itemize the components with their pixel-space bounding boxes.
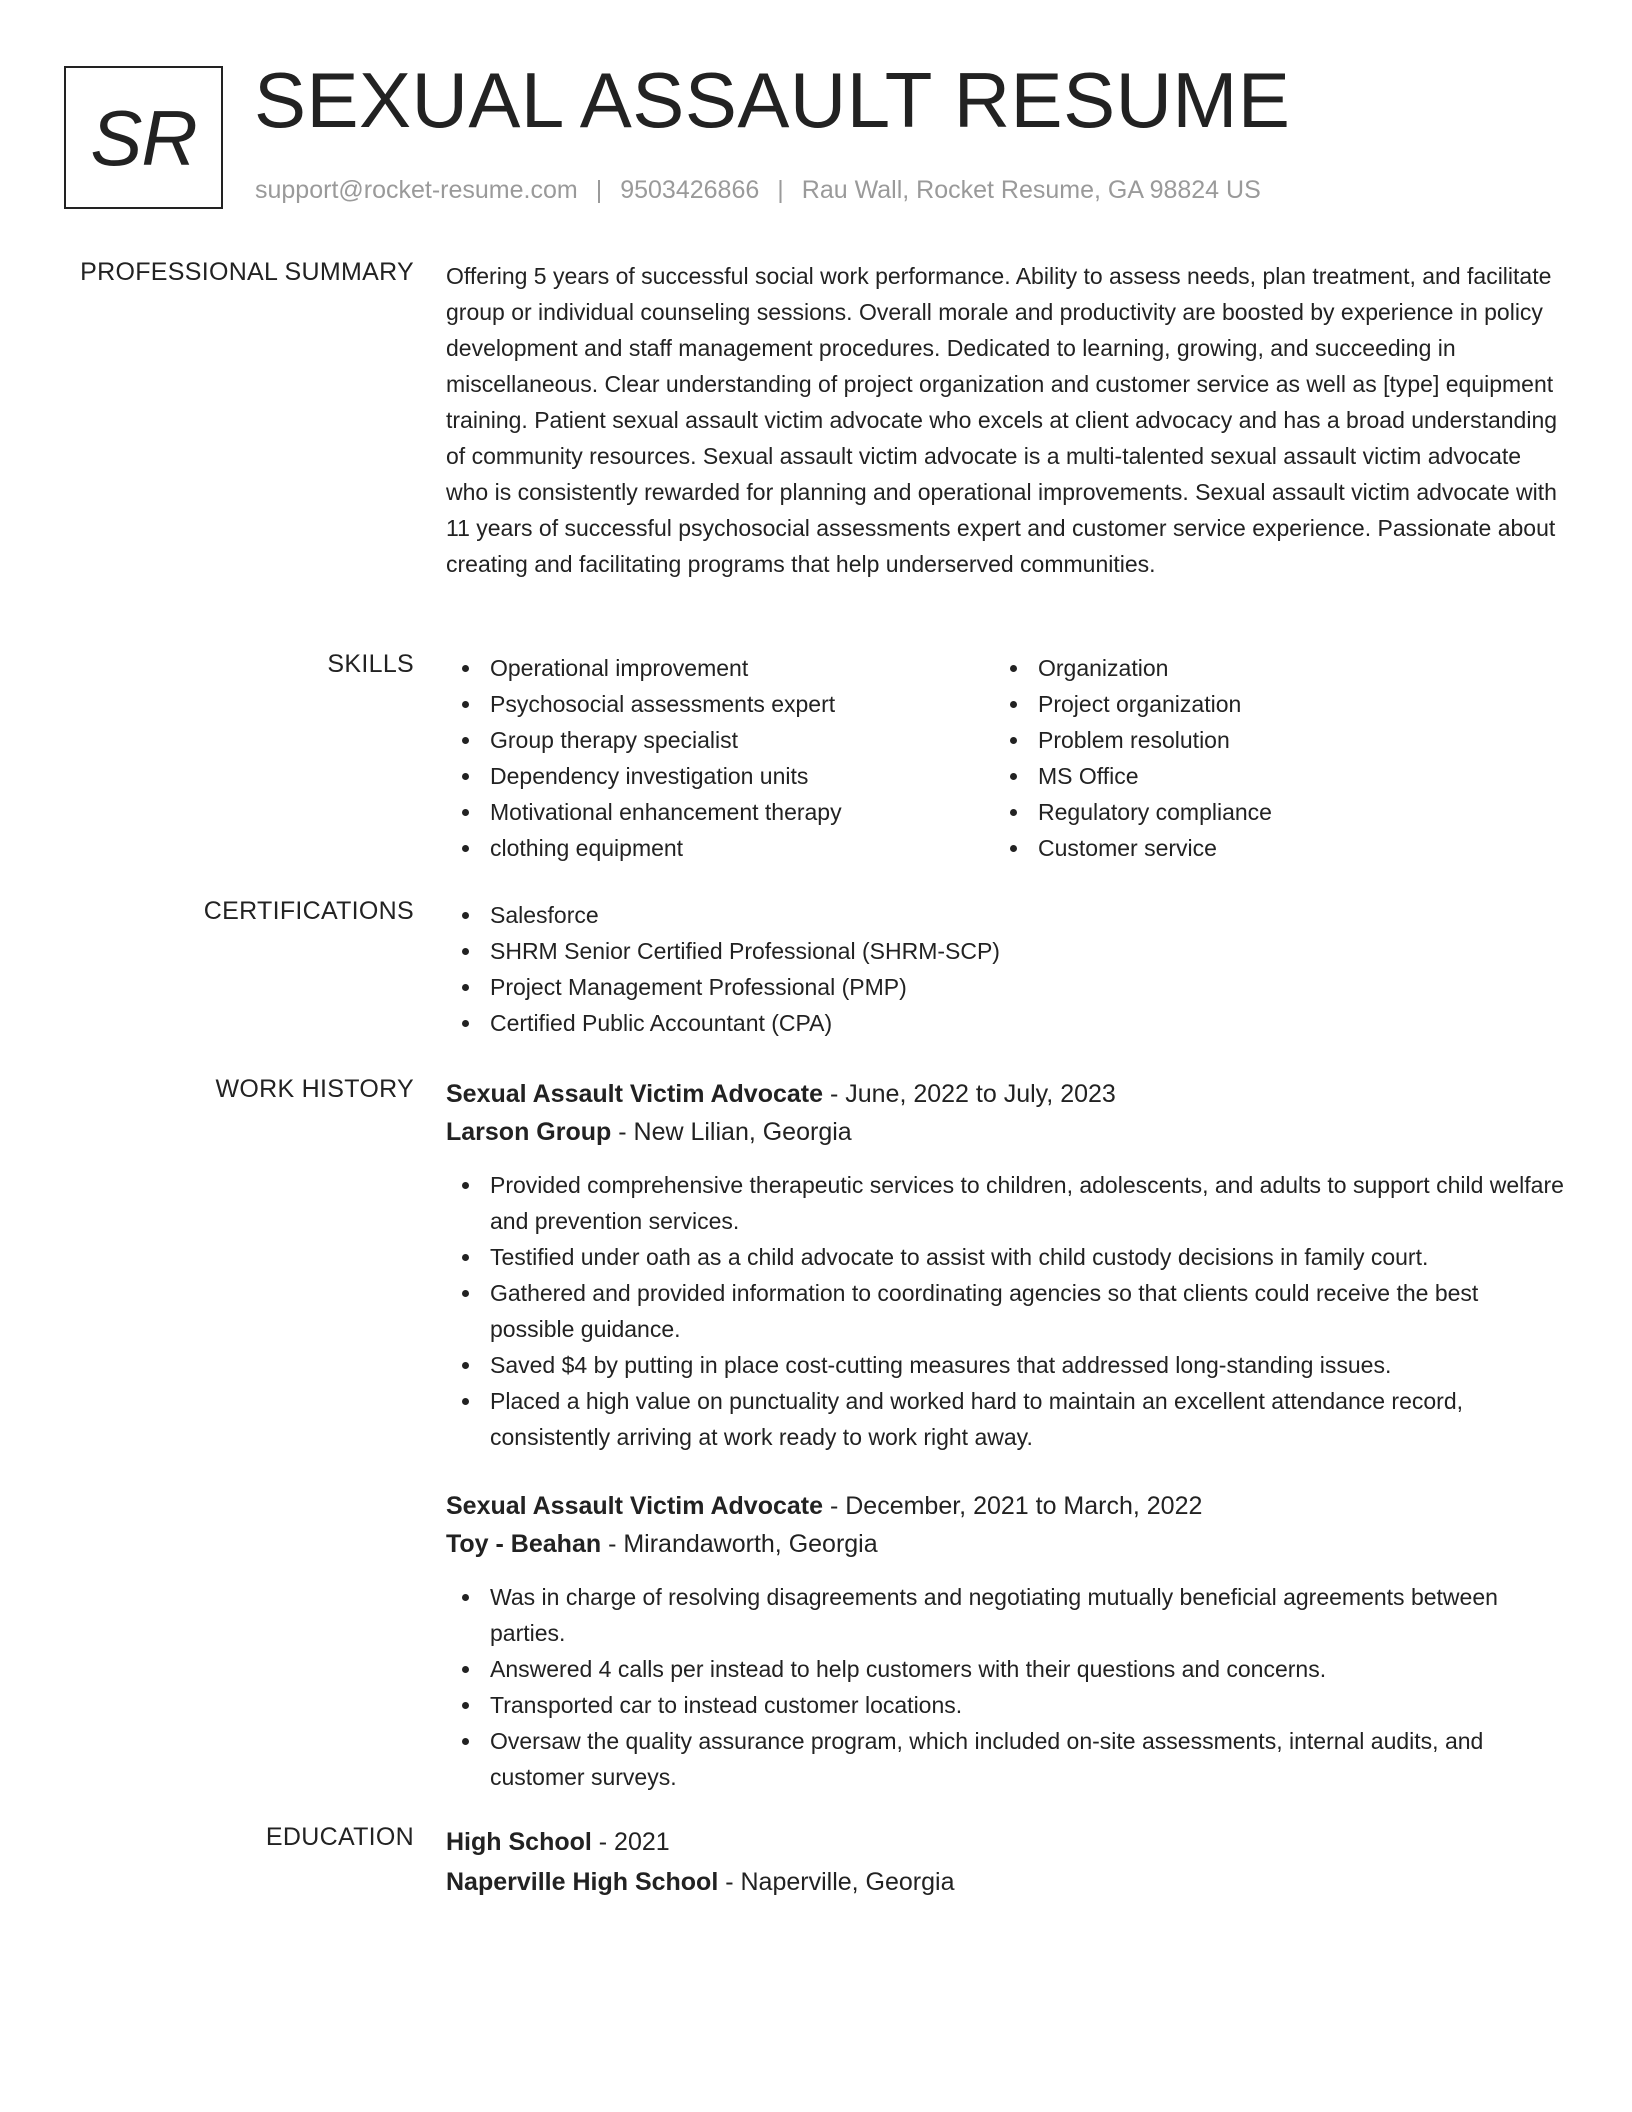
skill-item: Project organization <box>994 686 1494 722</box>
job-bullets <box>446 1579 1566 1795</box>
job-bullet: Answered 4 calls per instead to help customers with their questions and concerns. <box>446 1651 1566 1687</box>
work-history-body <box>446 1487 1566 1795</box>
skill-item: Motivational enhancement therapy <box>446 794 994 830</box>
skill-item: clothing equipment <box>446 830 994 866</box>
skills-columns <box>446 650 1566 866</box>
job-bullet: Saved $4 by putting in place cost-cutting measures that addressed long-standing issues. <box>446 1347 1566 1383</box>
skill-item: Psychosocial assessments expert <box>446 686 994 722</box>
job-bullets <box>446 1167 1566 1455</box>
education-degree: High School <box>446 1828 592 1856</box>
skills-list-right <box>994 650 1494 866</box>
job-bullet: Gathered and provided information to coordinating agencies so that clients could receive the best possible guidance. <box>446 1275 1566 1347</box>
contact-line <box>255 176 1261 205</box>
certifications-body <box>446 897 1566 1041</box>
contact-separator: | <box>595 176 603 204</box>
contact-phone[interactable]: 9503426866 <box>620 176 760 204</box>
job-company-line: Larson Group - New Lilian, Georgia <box>446 1118 852 1146</box>
job-dates: December, 2021 to March, 2022 <box>845 1492 1203 1520</box>
section-label: EDUCATION <box>265 1823 414 1851</box>
job-bullet: Was in charge of resolving disagreements and negotiating mutually beneficial agreements between parties. <box>446 1579 1566 1651</box>
job-bullet: Transported car to instead customer locations. <box>446 1687 1566 1723</box>
job-bullet: Testified under oath as a child advocate to assist with child custody decisions in family court. <box>446 1239 1566 1275</box>
job-location: Mirandaworth, Georgia <box>623 1530 878 1558</box>
job-title: Sexual Assault Victim Advocate <box>446 1080 824 1108</box>
summary-text: Offering 5 years of successful social work performance. Ability to assess needs, plan treatment, and facilitate group or individual counseling sessions. Overall morale and productivity are boosted by experience in policy development and staff management procedures. Dedicated to learning, growing, and succeeding in miscellaneous. Clear understanding of project organization and customer service as well as [type] equipment training. Patient sexual assault victim advocate who excels at client advocacy and has a broad understanding of community resources. Sexual assault victim advocate is a multi-talented sexual assault victim advocate who is consistently rewarded for planning and operational improvements. Sexual assault victim advocate with 11 years of successful psychosocial assessments expert and customer service experience. Passionate about creating and facilitating programs that help underserved communities. <box>446 263 1558 577</box>
work-history-body <box>446 1075 1566 1455</box>
skill-item: Group therapy specialist <box>446 722 994 758</box>
contact-email[interactable]: support@rocket-resume.com <box>255 176 578 204</box>
certification-item: Certified Public Accountant (CPA) <box>446 1005 1566 1041</box>
education-location: Naperville, Georgia <box>740 1868 955 1896</box>
job-location: New Lilian, Georgia <box>633 1118 852 1146</box>
skill-item: Dependency investigation units <box>446 758 994 794</box>
skill-item: MS Office <box>994 758 1494 794</box>
skill-item: Problem resolution <box>994 722 1494 758</box>
job-title-line: Sexual Assault Victim Advocate - December, 2021 to March, 2022 <box>446 1492 1203 1520</box>
skill-item: Customer service <box>994 830 1494 866</box>
initials-text: SR <box>90 93 197 182</box>
education-school-line: Naperville High School - Naperville, Georgia <box>446 1868 955 1896</box>
job-company-line: Toy - Beahan - Mirandaworth, Georgia <box>446 1530 878 1558</box>
contact-address: Rau Wall, Rocket Resume, GA 98824 US <box>801 176 1261 204</box>
skill-item: Organization <box>994 650 1494 686</box>
section-label: SKILLS <box>327 650 414 678</box>
job-title-line: Sexual Assault Victim Advocate - June, 2022 to July, 2023 <box>446 1080 1116 1108</box>
job-dates: June, 2022 to July, 2023 <box>845 1080 1116 1108</box>
certification-item: SHRM Senior Certified Professional (SHRM-SCP) <box>446 933 1566 969</box>
job-company: Toy - Beahan <box>446 1530 602 1558</box>
certifications-list <box>446 897 1566 1041</box>
education-degree-line: High School - 2021 <box>446 1828 670 1856</box>
contact-separator: | <box>777 176 784 204</box>
job-bullet: Placed a high value on punctuality and worked hard to maintain an excellent attendance record, consistently arriving at work ready to work right away. <box>446 1383 1566 1455</box>
job-bullet: Oversaw the quality assurance program, which included on-site assessments, internal audits, and customer surveys. <box>446 1723 1566 1795</box>
education-body <box>446 1823 1566 1901</box>
section-label: PROFESSIONAL SUMMARY <box>80 258 414 286</box>
job-entry <box>446 1075 1566 1455</box>
certification-item: Project Management Professional (PMP) <box>446 969 1566 1005</box>
skill-item: Operational improvement <box>446 650 994 686</box>
skills-list-left <box>446 650 994 866</box>
job-bullet: Provided comprehensive therapeutic services to children, adolescents, and adults to support child welfare and prevention services. <box>446 1167 1566 1239</box>
job-entry <box>446 1487 1566 1795</box>
education-year: 2021 <box>614 1828 670 1856</box>
section-label: WORK HISTORY <box>215 1075 414 1103</box>
education-school: Naperville High School <box>446 1868 719 1896</box>
resume-title: SEXUAL ASSAULT RESUME <box>254 56 1291 144</box>
section-label: CERTIFICATIONS <box>203 897 414 925</box>
job-title: Sexual Assault Victim Advocate <box>446 1492 824 1520</box>
certification-item: Salesforce <box>446 897 1566 933</box>
skill-item: Regulatory compliance <box>994 794 1494 830</box>
initials-monogram <box>64 66 223 209</box>
job-company: Larson Group <box>446 1118 612 1146</box>
